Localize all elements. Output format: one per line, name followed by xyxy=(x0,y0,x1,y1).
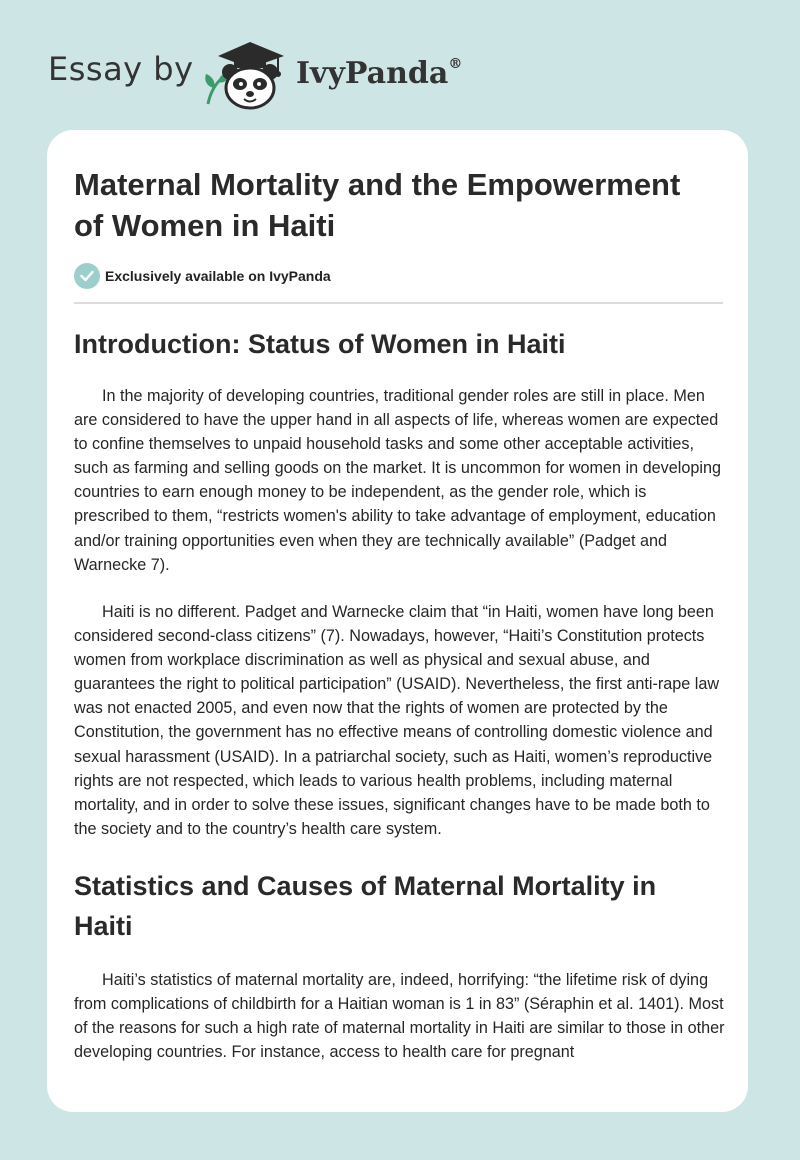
exclusive-badge xyxy=(74,262,331,290)
paragraph: Haiti is no different. Padget and Warnecke claim that “in Haiti, women have long been considered second-class citizens” (7). Nowadays, however, “Haiti’s Constitution protects women from workplace discrimination as well as physical and sexual abuse, and guarantees the right to political participation” (USAID). Nevertheless, the first anti-rape law was not enacted 2005, and even now that the rights of women are protected by the Constitution, the government has no effective means of controlling domestic violence and sexual harassment (USAID). In a patriarchal society, such as Haiti, women’s reproductive rights are not respected, which leads to various health problems, including maternal mortality, and in order to solve these issues, significant changes have to be made both to the society and to the country’s health care system. xyxy=(74,603,720,838)
paragraph: Haiti’s statistics of maternal mortality are, indeed, horrifying: “the lifetime risk of dying from complications of childbirth for a Haitian woman is 1 in 83” (Séraphin et al. 1401). Most of the reasons for such a high rate of maternal mortality in Haiti are similar to those in other developing countries. For instance, access to health care for pregnant xyxy=(74,971,725,1062)
section-heading: Statistics and Causes of Maternal Mortality in Haiti xyxy=(74,871,657,941)
brand-name: IvyPanda® xyxy=(296,56,463,91)
divider xyxy=(74,302,723,304)
panda-logo-icon[interactable] xyxy=(200,34,292,110)
page-title: Maternal Mortality and the Empowerment of Women in Haiti xyxy=(74,167,681,243)
article-card xyxy=(47,130,748,1112)
badge-text: Exclusively available on IvyPanda xyxy=(105,268,331,284)
check-icon xyxy=(74,263,100,289)
site-header xyxy=(0,0,800,130)
essay-by-label: Essay by xyxy=(48,50,194,88)
section-heading: Introduction: Status of Women in Haiti xyxy=(74,329,566,359)
paragraph: In the majority of developing countries, traditional gender roles are still in place. Men are considered to have the upper hand in all aspects of life, whereas women are expected to confine themselves to unpaid household tasks and some other acceptable activities, such as farming and selling goods on the market. It is uncommon for women in developing countries to earn enough money to be independent, as the gender role, which is prescribed to them, “restricts women's ability to take advantage of employment, education and/or training opportunities even when they are technically available” (Padget and Warnecke 7). xyxy=(74,387,721,574)
